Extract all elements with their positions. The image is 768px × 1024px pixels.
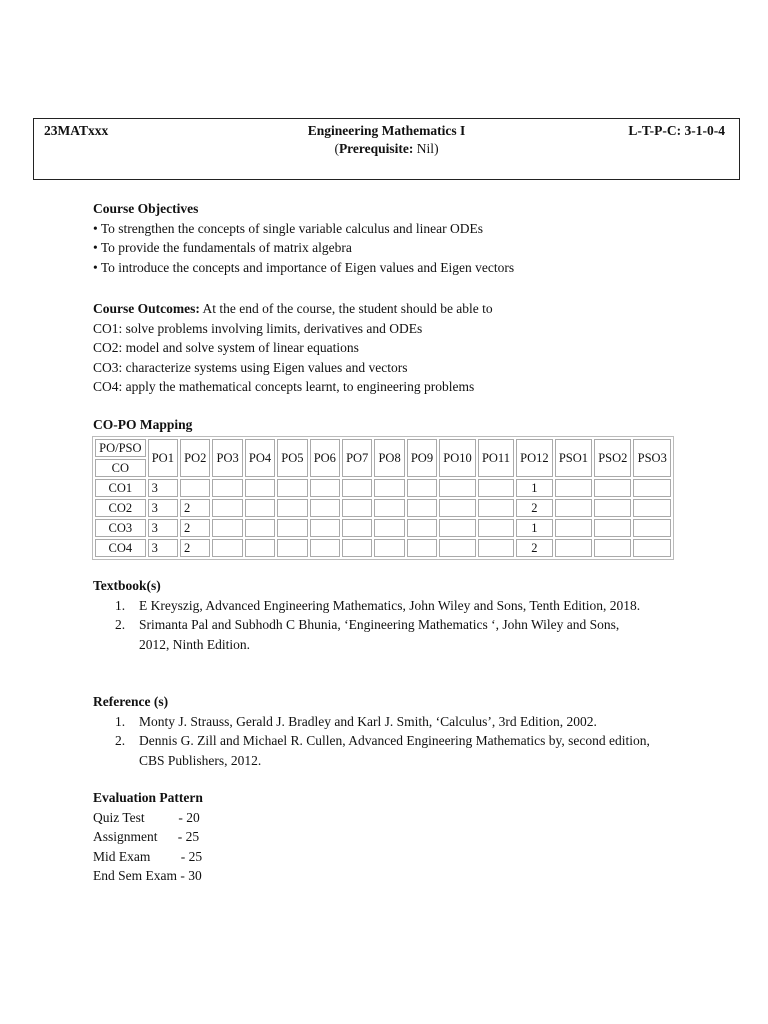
item-text: Monty J. Strauss, Gerald J. Bradley and Karl J. Smith, ‘Calculus’, 3rd Edition, 2002. xyxy=(139,713,597,729)
column-header: PSO3 xyxy=(633,439,671,477)
reference-list xyxy=(93,712,653,771)
outcomes-intro-line xyxy=(93,299,713,319)
evaluation-item: Quiz Test - 20 xyxy=(93,809,200,825)
objective-item: • To provide the fundamentals of matrix algebra xyxy=(93,240,352,255)
course-prerequisite: (Prerequisite: Nil) xyxy=(334,141,439,156)
table-cell xyxy=(310,479,340,497)
table-cell xyxy=(310,499,340,517)
course-header-box xyxy=(33,118,740,180)
objective-item: • To strengthen the concepts of single variable calculus and linear ODEs xyxy=(93,220,484,236)
item-text: Dennis G. Zill and Michael R. Cullen, Advanced Engineering Mathematics by, second edition, CBS Publishers, 2012. xyxy=(139,733,650,768)
evaluation-section xyxy=(93,788,713,886)
reference-item xyxy=(93,731,653,770)
column-header: PO2 xyxy=(180,439,210,477)
course-code: 23MATxxx xyxy=(44,123,109,138)
table-cell xyxy=(342,499,372,517)
table-cell: 2 xyxy=(180,499,210,517)
row-header: CO4 xyxy=(95,539,146,557)
column-header: PO6 xyxy=(310,439,340,477)
table-cell xyxy=(555,479,592,497)
table-cell xyxy=(633,499,671,517)
evaluation-item: Mid Exam - 25 xyxy=(93,848,203,864)
table-cell xyxy=(212,479,242,497)
co-po-table xyxy=(92,436,674,560)
table-cell xyxy=(633,479,671,497)
table-cell xyxy=(212,539,242,557)
mapping-section xyxy=(93,415,713,435)
course-title: Engineering Mathematics I xyxy=(307,123,466,138)
outcomes-section xyxy=(93,299,713,397)
column-header: PO11 xyxy=(478,439,514,477)
table-cell xyxy=(310,519,340,537)
outcome-item: CO3: characterize systems using Eigen values and vectors xyxy=(93,359,408,375)
table-cell xyxy=(342,479,372,497)
evaluation-item: Assignment - 25 xyxy=(93,829,200,844)
table-cell xyxy=(594,539,631,557)
column-header: PO9 xyxy=(407,439,437,477)
table-cell: 1 xyxy=(516,519,553,537)
column-header: PO7 xyxy=(342,439,372,477)
row-header: CO2 xyxy=(95,499,146,517)
table-cell xyxy=(478,499,514,517)
table-cell xyxy=(439,479,476,497)
row-header: CO3 xyxy=(95,519,146,537)
references-section xyxy=(93,692,713,770)
table-cell: 2 xyxy=(180,539,210,557)
table-cell xyxy=(212,499,242,517)
mapping-heading: CO-PO Mapping xyxy=(93,417,193,432)
course-ltpc: L-T-P-C: 3-1-0-4 xyxy=(628,123,725,138)
outcome-item: CO4: apply the mathematical concepts learnt, to engineering problems xyxy=(93,379,475,394)
table-cell xyxy=(245,539,275,557)
table-cell: 1 xyxy=(516,479,553,497)
column-header: PSO1 xyxy=(555,439,592,477)
table-row xyxy=(95,539,671,557)
textbooks-section xyxy=(93,576,713,654)
table-row xyxy=(95,479,671,497)
table-cell xyxy=(374,499,404,517)
table-corner-top: PO/PSO xyxy=(95,439,146,457)
item-number: 2. xyxy=(115,617,126,632)
table-cell xyxy=(439,499,476,517)
table-header-row xyxy=(95,439,671,457)
column-header: PO1 xyxy=(148,439,178,477)
table-cell xyxy=(478,539,514,557)
table-cell xyxy=(407,519,437,537)
column-header: PO3 xyxy=(212,439,242,477)
table-row xyxy=(95,499,671,517)
evaluation-item: End Sem Exam - 30 xyxy=(93,868,202,883)
table-cell xyxy=(342,539,372,557)
table-cell xyxy=(212,519,242,537)
table-cell xyxy=(555,499,592,517)
table-cell xyxy=(180,479,210,497)
column-header: PO12 xyxy=(516,439,553,477)
column-header: PO8 xyxy=(374,439,404,477)
table-cell xyxy=(342,519,372,537)
column-header: PO10 xyxy=(439,439,476,477)
table-cell xyxy=(374,519,404,537)
table-cell xyxy=(245,499,275,517)
table-cell xyxy=(245,519,275,537)
table-cell xyxy=(439,539,476,557)
outcomes-heading: Course Outcomes: xyxy=(93,301,200,316)
table-cell xyxy=(633,539,671,557)
table-cell xyxy=(277,479,307,497)
row-header: CO1 xyxy=(95,479,146,497)
textbooks-heading: Textbook(s) xyxy=(93,578,161,593)
table-cell xyxy=(277,499,307,517)
table-cell: 3 xyxy=(148,479,178,497)
item-number: 2. xyxy=(115,733,126,748)
references-heading: Reference (s) xyxy=(93,694,169,709)
table-cell xyxy=(374,479,404,497)
item-text: Srimanta Pal and Subhodh C Bhunia, ‘Engineering Mathematics ‘, John Wiley and Sons, 2012, Ninth Edition. xyxy=(139,617,620,652)
table-cell xyxy=(407,479,437,497)
item-number: 1. xyxy=(115,597,126,613)
table-cell xyxy=(478,519,514,537)
table-cell: 2 xyxy=(516,539,553,557)
objective-item: • To introduce the concepts and importance of Eigen values and Eigen vectors xyxy=(93,259,515,275)
table-cell: 3 xyxy=(148,499,178,517)
column-header: PSO2 xyxy=(594,439,631,477)
table-cell xyxy=(633,519,671,537)
table-cell xyxy=(277,519,307,537)
outcome-item: CO2: model and solve system of linear equations xyxy=(93,340,359,355)
item-number: 1. xyxy=(115,713,126,729)
outcome-item: CO1: solve problems involving limits, derivatives and ODEs xyxy=(93,320,423,336)
table-cell xyxy=(594,499,631,517)
table-row xyxy=(95,519,671,537)
table-cell xyxy=(439,519,476,537)
table-corner-bottom: CO xyxy=(95,459,146,477)
reference-item xyxy=(93,712,653,732)
table-cell: 2 xyxy=(516,499,553,517)
prereq-label: Prerequisite: xyxy=(338,141,414,156)
table-cell xyxy=(555,539,592,557)
outcomes-intro: At the end of the course, the student should be able to xyxy=(199,301,493,316)
table-cell xyxy=(407,539,437,557)
textbook-list xyxy=(93,596,653,655)
evaluation-heading: Evaluation Pattern xyxy=(93,790,203,805)
textbook-item xyxy=(93,615,653,654)
textbook-item xyxy=(93,596,653,616)
table-cell xyxy=(478,479,514,497)
table-cell xyxy=(555,519,592,537)
table-cell: 3 xyxy=(148,519,178,537)
column-header: PO4 xyxy=(245,439,275,477)
table-cell xyxy=(594,519,631,537)
table-cell xyxy=(310,539,340,557)
objectives-section xyxy=(93,199,713,277)
table-cell xyxy=(245,479,275,497)
table-cell xyxy=(374,539,404,557)
item-text: E Kreyszig, Advanced Engineering Mathematics, John Wiley and Sons, Tenth Edition, 2018. xyxy=(139,597,641,613)
objectives-heading: Course Objectives xyxy=(93,201,199,216)
prereq-value: Nil xyxy=(416,141,435,156)
table-cell xyxy=(594,479,631,497)
table-cell xyxy=(277,539,307,557)
column-header: PO5 xyxy=(277,439,307,477)
table-cell xyxy=(407,499,437,517)
table-cell: 2 xyxy=(180,519,210,537)
table-cell: 3 xyxy=(148,539,178,557)
